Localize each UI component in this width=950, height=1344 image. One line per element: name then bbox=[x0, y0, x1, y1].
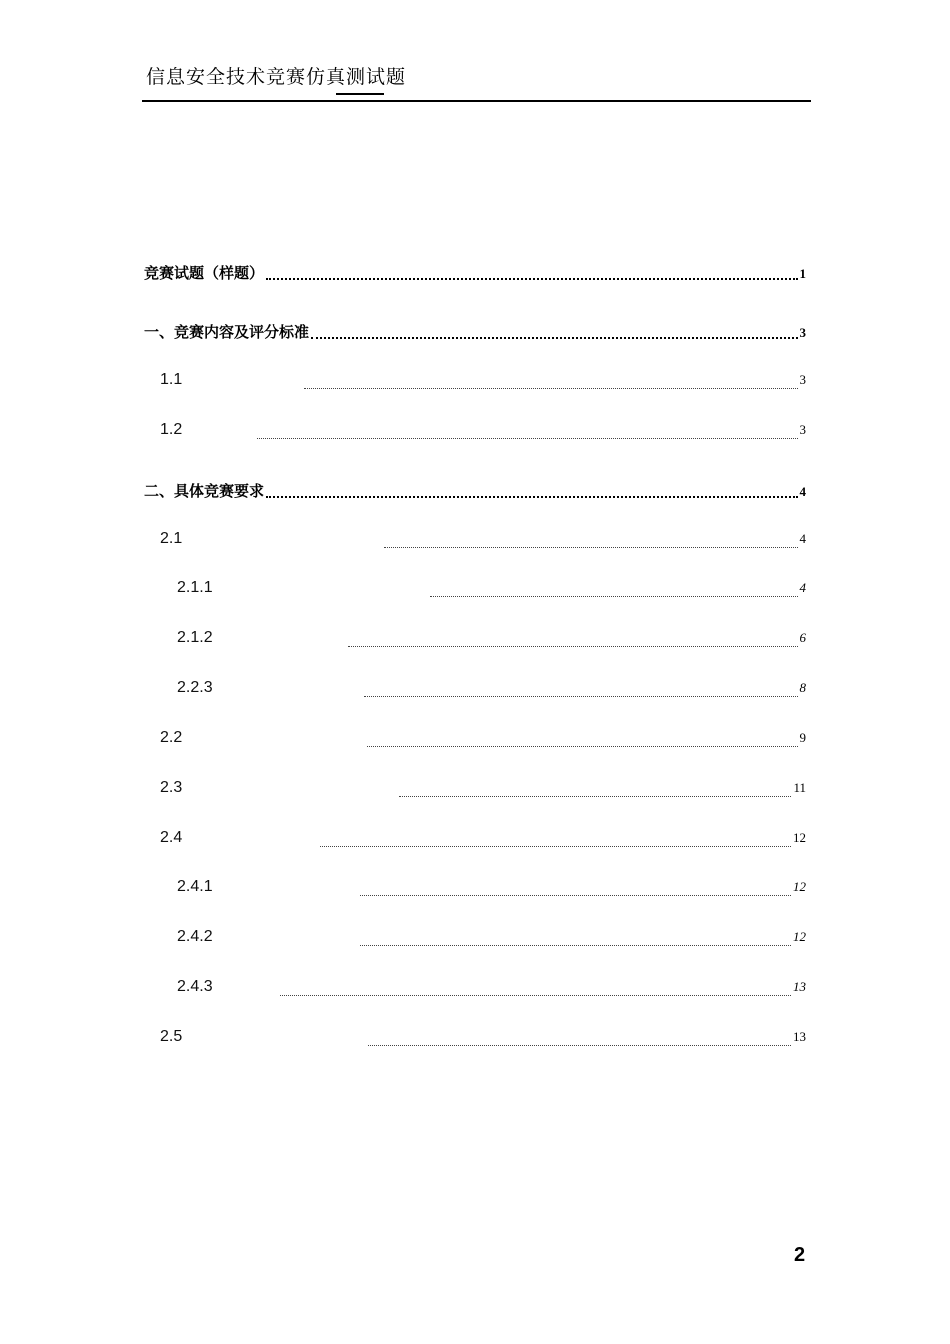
toc-entry-number: 2.3 bbox=[160, 779, 183, 796]
toc-entry[interactable] bbox=[160, 829, 806, 851]
toc-entry[interactable] bbox=[177, 978, 806, 1000]
toc-leader-dots bbox=[348, 645, 798, 647]
toc-leader-dots bbox=[266, 277, 797, 280]
toc-entry-page: 9 bbox=[799, 730, 806, 745]
toc-entry-page: 4 bbox=[799, 531, 806, 546]
toc-entry-page: 6 bbox=[799, 630, 806, 645]
toc-leader-dots bbox=[384, 546, 797, 548]
toc-entry-number: 2.4 bbox=[160, 829, 183, 846]
toc-entry-title: 一、竞赛内容及评分标准 bbox=[144, 323, 310, 341]
toc-entry-page: 12 bbox=[793, 830, 806, 845]
toc-entry-page: 12 bbox=[793, 879, 806, 894]
toc-entry[interactable] bbox=[160, 729, 806, 751]
toc-entry-number: 2.4.2 bbox=[177, 928, 213, 945]
toc-leader-dots bbox=[368, 1044, 791, 1046]
toc-entry[interactable] bbox=[160, 1028, 806, 1050]
toc-entry[interactable] bbox=[177, 629, 806, 651]
toc-entry[interactable] bbox=[160, 530, 806, 552]
toc-leader-dots bbox=[311, 336, 797, 339]
toc-entry-number: 2.5 bbox=[160, 1028, 183, 1045]
toc-leader-dots bbox=[266, 495, 797, 498]
toc-entry-number: 2.1 bbox=[160, 530, 183, 547]
toc-entry[interactable] bbox=[177, 928, 806, 950]
toc-entry-page: 1 bbox=[799, 266, 806, 281]
toc-entry-page: 3 bbox=[799, 325, 806, 340]
toc-leader-dots bbox=[360, 894, 791, 896]
toc-entry-number: 1.1 bbox=[160, 371, 183, 388]
toc-entry-page: 4 bbox=[799, 484, 806, 499]
toc-entry-page: 13 bbox=[793, 979, 806, 994]
toc-entry[interactable] bbox=[177, 878, 806, 900]
page-number: 2 bbox=[794, 1244, 806, 1266]
toc-entry-number: 2.4.1 bbox=[177, 878, 213, 895]
toc-entry-page: 3 bbox=[799, 422, 806, 437]
toc-entry-page: 11 bbox=[793, 780, 806, 795]
toc-leader-dots bbox=[360, 944, 791, 946]
toc-entry-number: 1.2 bbox=[160, 421, 183, 438]
toc-entry[interactable] bbox=[144, 480, 806, 502]
toc-entry-number: 2.2 bbox=[160, 729, 183, 746]
toc-leader-dots bbox=[367, 745, 797, 747]
toc-leader-dots bbox=[364, 695, 798, 697]
toc-leader-dots bbox=[430, 595, 798, 597]
toc-entry-page: 8 bbox=[799, 680, 806, 695]
header-accent-line bbox=[336, 93, 384, 95]
toc-leader-dots bbox=[399, 795, 791, 797]
toc-leader-dots bbox=[280, 994, 791, 996]
header-rule bbox=[142, 100, 811, 102]
toc-entry-page: 13 bbox=[793, 1029, 806, 1044]
toc-leader-dots bbox=[320, 845, 791, 847]
toc-entry[interactable] bbox=[160, 779, 806, 801]
toc-entry-number: 2.4.3 bbox=[177, 978, 213, 995]
toc-entry-page: 3 bbox=[799, 372, 806, 387]
toc-entry-page: 12 bbox=[793, 929, 806, 944]
toc-entry[interactable] bbox=[144, 321, 806, 343]
toc-entry-number: 2.2.3 bbox=[177, 679, 213, 696]
toc-leader-dots bbox=[257, 437, 797, 439]
toc-entry[interactable] bbox=[177, 579, 806, 601]
toc-entry-number: 2.1.2 bbox=[177, 629, 213, 646]
toc-entry[interactable] bbox=[160, 371, 806, 393]
toc-entry-title: 二、具体竞赛要求 bbox=[144, 482, 265, 500]
toc-entry-number: 2.1.1 bbox=[177, 579, 213, 596]
toc-entry-title: 竞赛试题（样题） bbox=[144, 264, 265, 282]
toc-entry-page: 4 bbox=[799, 580, 806, 595]
toc-leader-dots bbox=[304, 387, 797, 389]
toc-entry[interactable] bbox=[144, 262, 806, 284]
toc-entry[interactable] bbox=[177, 679, 806, 701]
toc-entry[interactable] bbox=[160, 421, 806, 443]
running-header-title: 信息安全技术竞赛仿真测试题 bbox=[146, 66, 407, 88]
